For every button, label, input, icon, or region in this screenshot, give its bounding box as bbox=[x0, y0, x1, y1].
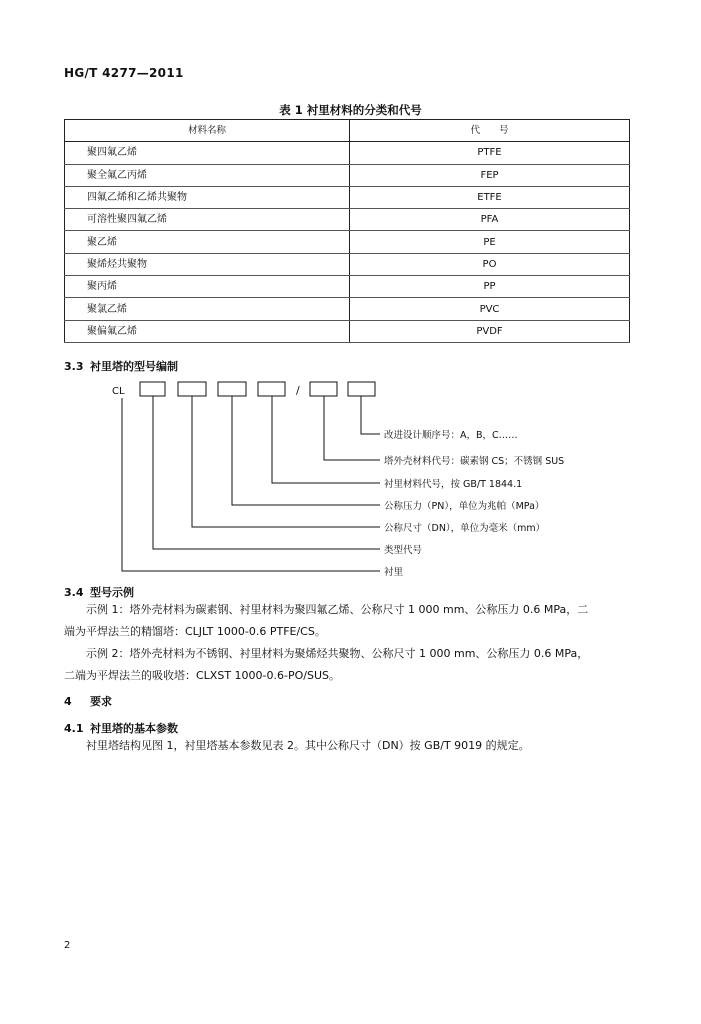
section-4-1-heading bbox=[64, 720, 178, 736]
label-lining-material: 衬里材料代号，按 GB/T 1844.1 bbox=[384, 479, 523, 490]
material-name: 四氟乙烯和乙烯共聚物 bbox=[65, 186, 350, 208]
example-block bbox=[64, 599, 644, 687]
slash-separator: / bbox=[296, 384, 300, 397]
code-box-pn bbox=[218, 382, 246, 396]
code-box-dn bbox=[178, 382, 206, 396]
section-4-1-text: 衬里塔结构见图 1，衬里塔基本参数见表 2。其中公称尺寸（DN）按 GB/T 9019 的规定。 bbox=[86, 739, 530, 752]
material-code: ETFE bbox=[350, 186, 630, 208]
table-row bbox=[65, 276, 630, 298]
table-row bbox=[65, 186, 630, 208]
material-code: FEP bbox=[350, 164, 630, 186]
example-1-line-1: 示例 1：塔外壳材料为碳素钢、衬里材料为聚四氟乙烯、公称尺寸 1 000 mm、公称压力 0.6 MPa，二 bbox=[86, 603, 589, 616]
table-row bbox=[65, 209, 630, 231]
example-1-line-2: 端为平焊法兰的精馏塔：CLJLT 1000-0.6 PTFE/CS。 bbox=[64, 625, 326, 638]
table-header-row bbox=[65, 120, 630, 142]
code-box-revision bbox=[348, 382, 375, 396]
leader-lining bbox=[272, 396, 380, 483]
material-name: 聚四氟乙烯 bbox=[65, 142, 350, 164]
material-name: 聚全氟乙丙烯 bbox=[65, 164, 350, 186]
leader-lining-prefix bbox=[122, 398, 380, 571]
material-code: PO bbox=[350, 253, 630, 275]
material-name: 聚乙烯 bbox=[65, 231, 350, 253]
material-name: 聚烯烃共聚物 bbox=[65, 253, 350, 275]
label-revision: 改进设计顺序号：A，B，C…… bbox=[384, 430, 518, 441]
material-name: 聚氯乙烯 bbox=[65, 298, 350, 320]
leader-type bbox=[153, 396, 380, 549]
header-material-name: 材料名称 bbox=[65, 120, 350, 142]
prefix-cl: CL bbox=[112, 386, 125, 397]
section-number: 4.1 bbox=[64, 722, 84, 735]
materials-table bbox=[64, 119, 630, 343]
section-title: 型号示例 bbox=[90, 586, 134, 599]
leader-pn bbox=[232, 396, 380, 505]
table-row bbox=[65, 164, 630, 186]
table-row bbox=[65, 253, 630, 275]
section-3-3-heading bbox=[64, 358, 178, 374]
material-code: PTFE bbox=[350, 142, 630, 164]
table-title: 表 1 衬里材料的分类和代号 bbox=[279, 103, 422, 117]
table-row bbox=[65, 231, 630, 253]
label-nominal-pressure: 公称压力（PN），单位为兆帕（MPa） bbox=[384, 501, 545, 512]
material-code: PE bbox=[350, 231, 630, 253]
material-name: 聚偏氟乙烯 bbox=[65, 320, 350, 342]
leader-dn bbox=[192, 396, 380, 527]
leader-revision bbox=[361, 396, 380, 434]
material-code: PVC bbox=[350, 298, 630, 320]
table-row bbox=[65, 320, 630, 342]
model-code-diagram bbox=[0, 378, 701, 578]
section-4-heading bbox=[64, 693, 112, 709]
example-2-line-1: 示例 2：塔外壳材料为不锈钢、衬里材料为聚烯烃共聚物、公称尺寸 1 000 mm、公称压力 0.6 MPa， bbox=[86, 647, 589, 660]
section-title: 衬里塔的基本参数 bbox=[90, 722, 178, 735]
page-number: 2 bbox=[64, 940, 71, 951]
code-box-type bbox=[140, 382, 165, 396]
section-3-4-heading bbox=[64, 584, 134, 600]
label-nominal-size: 公称尺寸（DN），单位为毫米（mm） bbox=[384, 523, 546, 534]
section-title: 衬里塔的型号编制 bbox=[90, 360, 178, 373]
header-code: 代 号 bbox=[350, 120, 630, 142]
material-code: PP bbox=[350, 276, 630, 298]
code-box-lining bbox=[258, 382, 285, 396]
section-title: 要求 bbox=[90, 695, 112, 708]
table-row bbox=[65, 142, 630, 164]
label-lining: 衬里 bbox=[384, 567, 404, 578]
leader-shell bbox=[324, 396, 380, 460]
label-shell-material: 塔外壳材料代号：碳素钢 CS；不锈钢 SUS bbox=[384, 456, 565, 467]
material-name: 可溶性聚四氟乙烯 bbox=[65, 209, 350, 231]
material-code: PFA bbox=[350, 209, 630, 231]
label-type-code: 类型代号 bbox=[384, 545, 423, 556]
section-number: 3.3 bbox=[64, 360, 84, 373]
standard-code: HG/T 4277—2011 bbox=[64, 66, 184, 80]
table-row bbox=[65, 298, 630, 320]
example-2-line-2: 二端为平焊法兰的吸收塔：CLXST 1000-0.6-PO/SUS。 bbox=[64, 669, 340, 682]
section-number: 4 bbox=[64, 695, 72, 708]
code-box-shell bbox=[310, 382, 337, 396]
material-code: PVDF bbox=[350, 320, 630, 342]
material-name: 聚丙烯 bbox=[65, 276, 350, 298]
section-number: 3.4 bbox=[64, 586, 84, 599]
